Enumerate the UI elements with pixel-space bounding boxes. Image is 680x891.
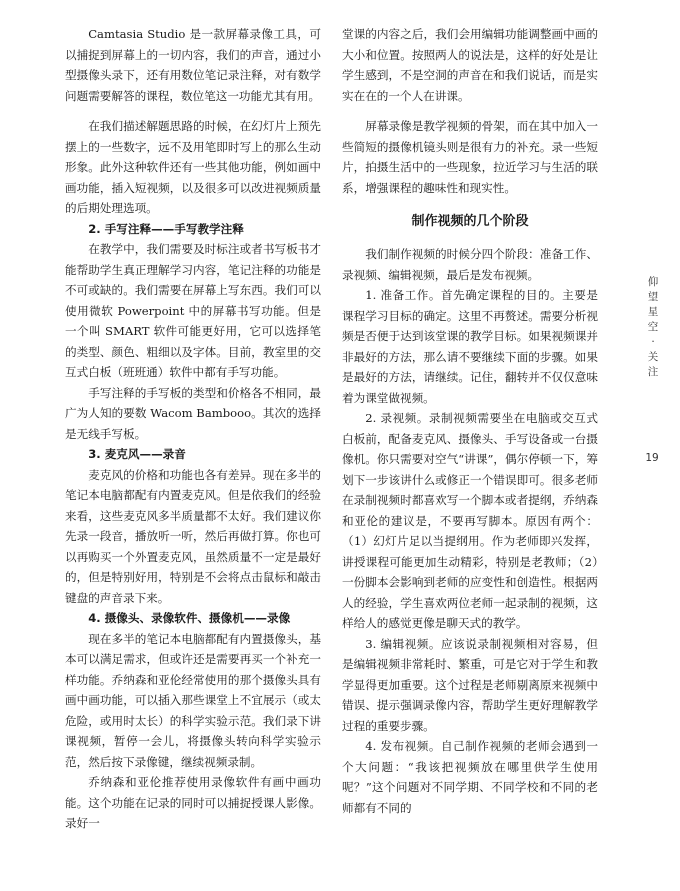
label-char: 星 bbox=[647, 306, 659, 318]
column-section-label bbox=[646, 275, 660, 380]
label-char: 注 bbox=[647, 366, 659, 378]
paragraph: 屏幕录像是教学视频的骨架，而在其中加入一些简短的摄像机镜头则是很有力的补充。录一些短片，拍摄生活中的一些现象，拉近学习与生活的联系，增强课程的趣味性和现实性。 bbox=[342, 119, 598, 195]
paragraph: 在我们描述解题思路的时候，在幻灯片上预先摆上的一些数字，远不及用笔即时写上的那么生动形象。此外这种软件还有一些其他功能，例如画中画功能，插入短视频，以及很多可以改进视频质量的后期处理选项。 bbox=[65, 119, 321, 215]
label-char: 望 bbox=[647, 291, 659, 303]
label-char: 仰 bbox=[647, 276, 659, 288]
paragraph: 3. 编辑视频。应该说录制视频相对容易，但是编辑视频非常耗时、繁重，可是它对于学生和教学显得更加重要。这个过程是老师剔离原来视频中错误、提示强调录像内容，帮助学生更好理解教学过程的重要步骤。 bbox=[342, 636, 598, 733]
paragraph: 堂课的内容之后，我们会用编辑功能调整画中画的大小和位置。按照两人的说法是，这样的好处是让学生感到，不是空洞的声音在和我们说话，而是实实在在的一个人在讲课。 bbox=[342, 27, 598, 103]
label-char: 关 bbox=[647, 351, 659, 363]
paragraph: 现在多半的笔记本电脑都配有内置摄像头，基本可以满足需求，但或许还是需要再买一个补充一样功能。乔纳森和亚伦经常使用的那个摄像头具有画中画功能，可以插入那些课堂上不宜展示（或太危险，或用时太长）的科学实验示范。我们录下讲课视频，暂停一会儿，将摄像头转向科学实验示范，然后按下录像键，继续视频录制。 bbox=[65, 631, 321, 769]
label-char: 空 bbox=[647, 321, 659, 333]
paragraph: 1. 准备工作。首先确定课程的目的。主要是课程学习目标的确定。这里不再赘述。需要分析视频是否便于达到该堂课的教学目标。如果视频课并非最好的方法，那么请不要继续下面的步骤。如果是最好的方法，请继续。记住，翻转并不仅仅意味着为课堂做视频。 bbox=[342, 288, 598, 405]
paragraph: 乔纳森和亚伦推荐使用录像软件有画中画功能。这个功能在记录的同时可以捕捉授课人影像。录好一 bbox=[65, 775, 321, 830]
label-char: · bbox=[651, 336, 655, 348]
right-column bbox=[342, 24, 598, 818]
section-heading: 2. 手写注释——手写教学注释 bbox=[88, 221, 244, 236]
paragraph: 2. 录视频。录制视频需要坐在电脑或交互式白板前，配备麦克风、摄像头、手写设备或一台摄像机。你只需要对空气“讲课”，偶尔停顿一下，筹划下一步该讲什么或修正一个错误即可。很多老师在录制视频时都喜欢写一个脚本或者提纲，乔纳森和亚伦的建议是，不要再写脚本。原因有两个：（1）幻灯片足以当提纲用。作为老师即兴发挥，讲授课程可能更加生动精彩，特别是老教师；（2）一份脚本会影响到老师的应变性和创造性。根据两人的经验，学生喜欢两位老师一起录制的视频，这样给人的感觉更像是聊天式的教学。 bbox=[342, 411, 598, 630]
paragraph: 我们制作视频的时候分四个阶段：准备工作、录视频、编辑视频，最后是发布视频。 bbox=[342, 247, 598, 282]
paragraph: 麦克风的价格和功能也各有差异。现在多半的笔记本电脑都配有内置麦克风。但是依我们的经验来看，这些麦克风多半质量都不太好。我们建议你先录一段音，播放听一听，然后再做打算。你也可以再购买一个外置麦克风，虽然质量不一定是最好的，但是特别好用，特别是不会将点击鼠标和敲击键盘的声音录下来。 bbox=[65, 467, 321, 605]
page-number: 19 bbox=[645, 452, 659, 464]
paragraph: 4. 发布视频。自己制作视频的老师会遇到一个大问题：“我该把视频放在哪里供学生使用呢？”这个问题对不同学期、不同学校和不同的老师都有不同的 bbox=[342, 739, 598, 815]
section-title: 制作视频的几个阶段 bbox=[411, 214, 529, 229]
paragraph: 在教学中，我们需要及时标注或者书写板书才能帮助学生真正理解学习内容，笔记注释的功能是不可或缺的。我们需要在屏幕上写东西。我们可以使用微软 Powerpoint 中的屏幕书写功能。但是一个叫 SMART 软件可能更好用，它可以选择笔的类型、颜色、粗细以及字体。目前，教室里的交互式白板（班班通）软件中都有手写功能。 bbox=[65, 242, 321, 379]
paragraph: Camtasia Studio 是一款屏幕录像工具，可以捕捉到屏幕上的一切内容，我们的声音，通过小型摄像头录下，还有用数位笔记录注释，对有数学问题需要解答的课程，数位笔这一功能尤其有用。 bbox=[65, 27, 321, 103]
section-heading: 4. 摄像头、录像软件、摄像机——录像 bbox=[88, 611, 291, 625]
section-heading: 3. 麦克风——录音 bbox=[88, 447, 186, 461]
left-column bbox=[65, 24, 321, 834]
paragraph: 手写注释的手写板的类型和价格各不相同，最广为人知的要数 Wacom Bambooo。其次的选择是无线手写板。 bbox=[65, 385, 321, 441]
